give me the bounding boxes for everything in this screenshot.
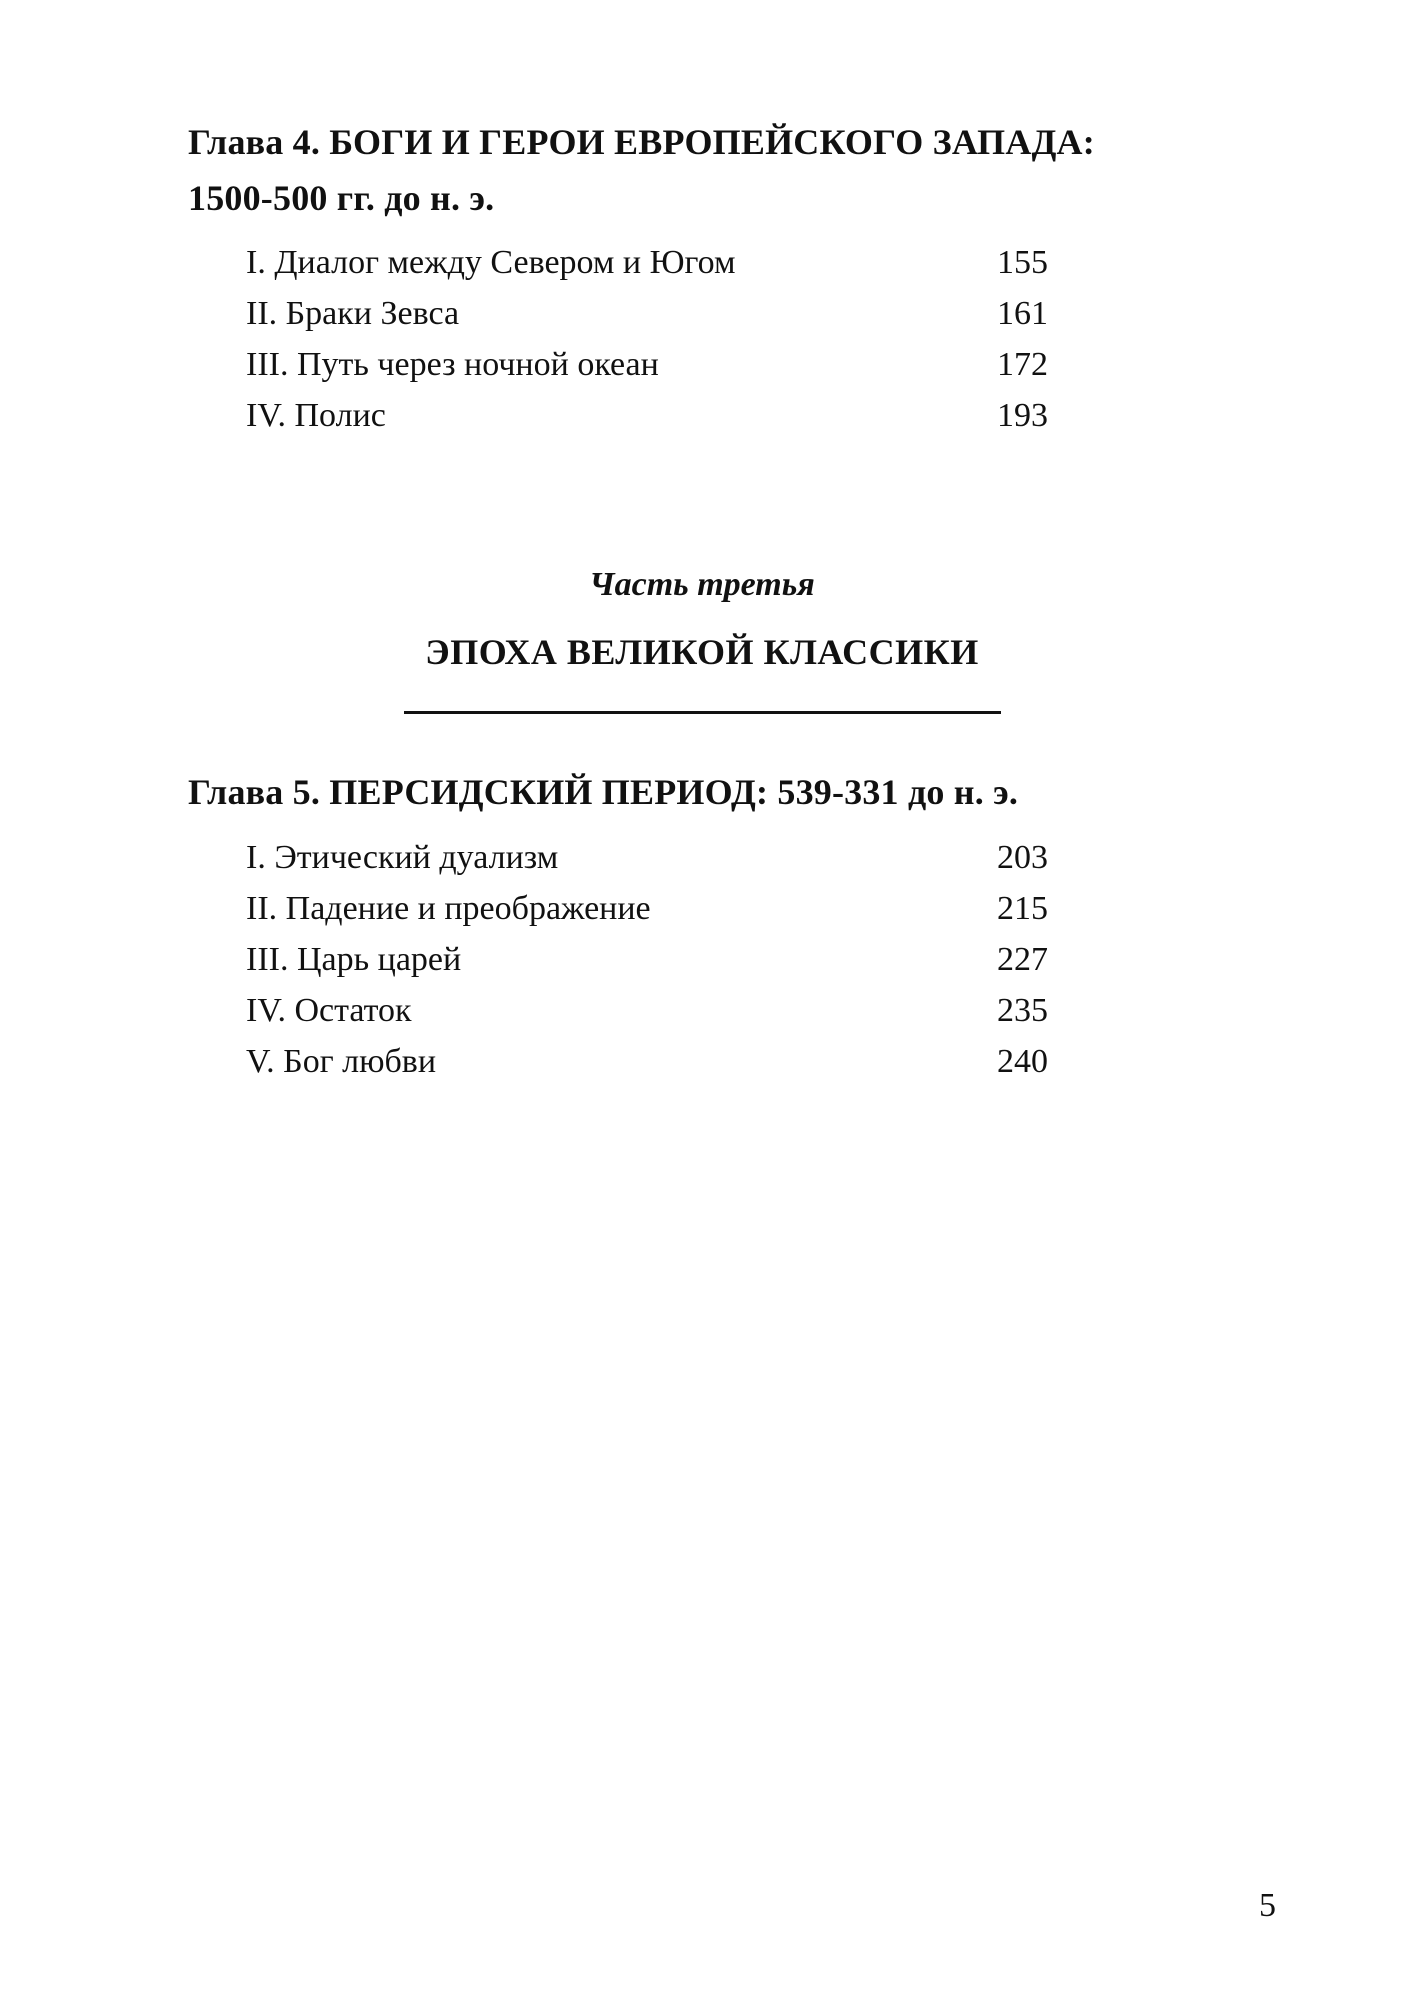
toc-entry-page: 155 — [997, 244, 1048, 281]
part-title: ЭПОХА ВЕЛИКОЙ КЛАССИКИ — [425, 632, 979, 672]
toc-entry[interactable] — [246, 390, 1048, 441]
toc-entry-page: 215 — [997, 890, 1048, 927]
toc-entry-title: I. Этический дуализм — [246, 839, 559, 876]
toc-entry[interactable] — [246, 832, 1048, 883]
chapter-5-entries — [246, 832, 1048, 1087]
chapter-4-heading-line-2: 1500-500 гг. до н. э. — [188, 178, 495, 218]
chapter-5-heading — [188, 764, 1198, 820]
toc-entry[interactable] — [246, 237, 1048, 288]
toc-entry-title: IV. Остаток — [246, 992, 412, 1029]
toc-entry-page: 227 — [997, 941, 1048, 978]
toc-entry-page: 203 — [997, 839, 1048, 876]
toc-entry-title: II. Падение и преображение — [246, 890, 651, 927]
toc-entry[interactable] — [246, 339, 1048, 390]
toc-entry-title: III. Царь царей — [246, 941, 462, 978]
page-number: 5 — [1259, 1887, 1276, 1924]
toc-entry-title: I. Диалог между Севером и Югом — [246, 244, 736, 281]
toc-entry-title: V. Бог любви — [246, 1043, 437, 1080]
toc-entry-title: IV. Полис — [246, 397, 386, 434]
toc-entry-title: III. Путь через ночной океан — [246, 346, 659, 383]
toc-entry-page: 161 — [997, 295, 1048, 332]
chapter-5-heading-line: Глава 5. ПЕРСИДСКИЙ ПЕРИОД: 539-331 до н. э. — [188, 772, 1019, 812]
toc-entry-page: 240 — [997, 1043, 1048, 1080]
toc-entry[interactable] — [246, 883, 1048, 934]
chapter-4-entries — [246, 237, 1048, 441]
part-label: Часть третья — [589, 566, 815, 603]
chapter-4-heading-line-1: Глава 4. БОГИ И ГЕРОИ ЕВРОПЕЙСКОГО ЗАПАДА: — [188, 122, 1095, 162]
toc-entry-title: II. Браки Зевса — [246, 295, 460, 332]
toc-entry-page: 172 — [997, 346, 1048, 383]
toc-entry[interactable] — [246, 985, 1048, 1036]
toc-entry-page: 193 — [997, 397, 1048, 434]
toc-entry[interactable] — [246, 1036, 1048, 1087]
toc-entry[interactable] — [246, 288, 1048, 339]
toc-entry-page: 235 — [997, 992, 1048, 1029]
chapter-4-heading — [188, 114, 1198, 226]
toc-entry[interactable] — [246, 934, 1048, 985]
part-divider — [404, 711, 1001, 714]
